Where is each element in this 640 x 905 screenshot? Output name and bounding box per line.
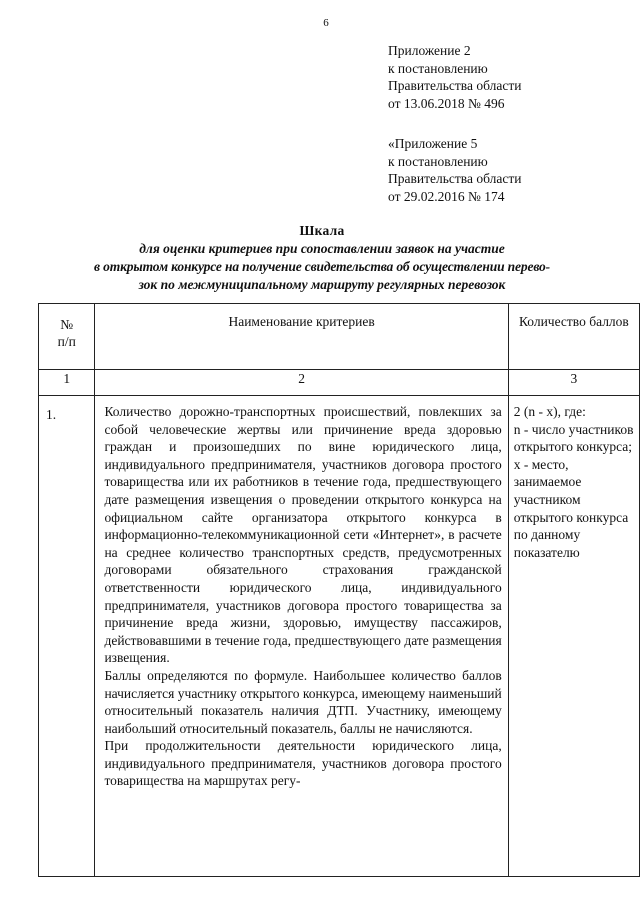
- appendix-line: от 13.06.2018 № 496: [388, 95, 505, 111]
- score-line: x - место, занимаемое участником открытого конкурса по данному показателю: [513, 456, 629, 560]
- appendix-line: Правительства области: [388, 171, 522, 186]
- criterion-paragraph: При продолжительности деятельности юридического лица, индивидуального предпринимателя, участников договора простого товарищества на маршрутах регу-: [104, 738, 502, 789]
- index-cell: 3: [508, 370, 639, 396]
- appendix-line: Правительства области: [388, 78, 522, 93]
- title-line: в открытом конкурсе на получение свидетельства об осуществлении перево-: [94, 259, 550, 274]
- index-cell: 1: [39, 370, 95, 396]
- appendix-line: к постановлению: [388, 60, 488, 76]
- document-title: [38, 222, 606, 294]
- title-line: для оценки критериев при сопоставлении заявок на участие: [139, 241, 505, 256]
- appendix-line: «Приложение 5: [388, 136, 478, 151]
- score-description: [508, 396, 639, 877]
- criterion-description: [95, 396, 508, 877]
- appendix-line: к постановлению: [388, 153, 488, 169]
- title-line: зок по межмуниципальному маршруту регулярных перевозок: [138, 277, 506, 292]
- criterion-paragraph: Количество дорожно-транспортных происшествий, повлекших за собой человеческие жертвы или причинение вреда здоровью граждан и произошедших по вине юридического лица, индивидуального предпринимателя, участников договора простого товарищества или их работников в течение года, предшествующего дате размещения извещения о проведении открытого конкурса на официальном сайте организатора открытого конкурса в информационно-телекоммуникационной сети «Интернет», в расчете на среднее количество транспортных средств, предусмотренных договорами обязательного страхования гражданской ответственности юридического лица, индивидуального предпринимателя, участников договора простого товарищества за причинение вреда жизни, здоровью, имуществу пассажиров, действовавшими в течение года, предшествующего дате размещения извещения.: [104, 404, 502, 666]
- page-number: 6: [323, 17, 329, 29]
- table-row: [39, 396, 640, 877]
- header-criterion-name: Наименование критериев: [95, 304, 508, 370]
- criteria-table: [38, 303, 640, 877]
- score-line: n - число участников открытого конкурса;: [513, 421, 634, 455]
- appendix-header-current: [388, 42, 521, 112]
- appendix-line: от 29.02.2016 № 174: [388, 188, 505, 204]
- appendix-line: Приложение 2: [388, 43, 471, 58]
- header-number: [39, 304, 95, 370]
- score-line: 2 (n - x), где:: [513, 404, 586, 419]
- table-header-row: [39, 304, 640, 370]
- appendix-header-previous: [388, 135, 521, 205]
- header-score: Количество баллов: [508, 304, 639, 370]
- table-index-row: [39, 370, 640, 396]
- criterion-paragraph: Баллы определяются по формуле. Наибольшее количество баллов начисляется участнику открытого конкурса, имеющему наименьший относительный показатель наличия ДТП. Участнику, имеющему наибольший относительный показатель, баллы не начисляются.: [104, 667, 502, 736]
- row-number: 1.: [39, 396, 95, 877]
- title-line: Шкала: [299, 223, 345, 238]
- index-cell: 2: [95, 370, 508, 396]
- header-number-text: № п/п: [57, 317, 76, 349]
